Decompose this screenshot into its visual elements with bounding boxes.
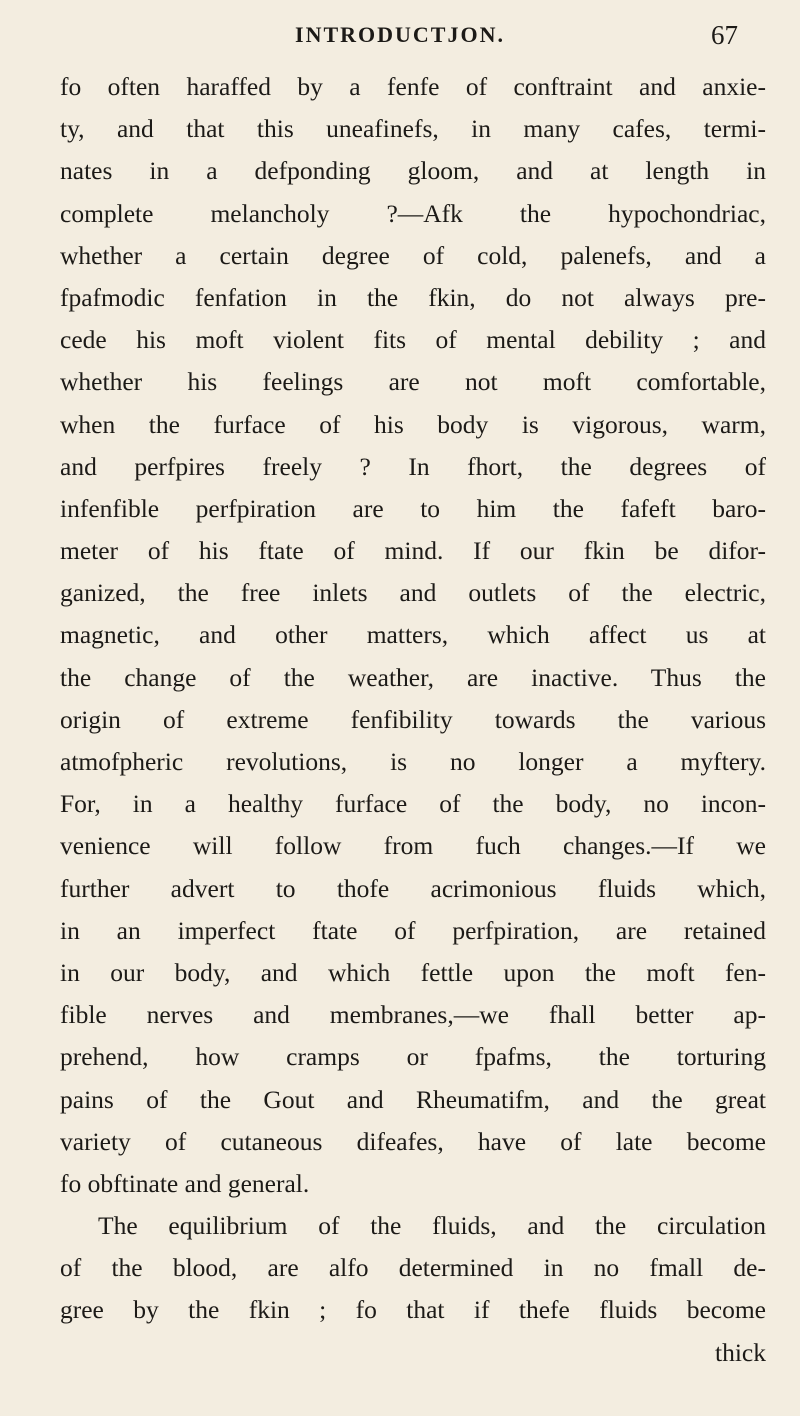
text-line: in an imperfect ftate of perfpiration, are retained — [60, 915, 766, 945]
body-text — [60, 66, 766, 1374]
text-line: when the furface of his body is vigorous, warm, — [60, 409, 766, 439]
page-number: 67 — [711, 20, 738, 50]
text-line: meter of his ftate of mind. If our fkin be difor- — [60, 536, 766, 566]
text-line: variety of cutaneous difeafes, have of late become — [60, 1126, 766, 1156]
paragraph-end-line: fo obftinate and general. — [60, 1168, 310, 1198]
text-line: whether a certain degree of cold, palenefs, and a — [60, 240, 766, 270]
paragraph-start-line: The equilibrium of the fluids, and the circulation — [98, 1211, 766, 1241]
text-line: ganized, the free inlets and outlets of the electric, — [60, 578, 766, 608]
text-line: of the blood, are alfo determined in no fmall de- — [60, 1253, 766, 1283]
text-line: venience will follow from fuch changes.—If we — [60, 831, 766, 861]
text-line: fpafmodic fenfation in the fkin, do not always pre- — [60, 282, 766, 312]
text-line: nates in a defponding gloom, and at length in — [60, 156, 766, 186]
text-line: pains of the Gout and Rheumatifm, and the great — [60, 1084, 766, 1114]
text-line: fo often haraffed by a fenfe of conftraint and anxie- — [60, 72, 766, 101]
text-line: For, in a healthy furface of the body, no incon- — [60, 789, 766, 819]
text-line: prehend, how cramps or fpafms, the torturing — [60, 1042, 766, 1072]
running-title: INTRODUCTJON. — [295, 22, 505, 47]
text-line: and perfpires freely ? In fhort, the degrees of — [60, 451, 766, 481]
text-line: complete melancholy ?—Afk the hypochondriac, — [60, 198, 766, 228]
text-line: ty, and that this uneafinefs, in many cafes, termi- — [60, 114, 766, 144]
text-line: magnetic, and other matters, which affect us at — [60, 620, 766, 650]
running-head — [0, 22, 800, 56]
text-line: infenfible perfpiration are to him the fafeft baro- — [60, 493, 766, 523]
text-line: origin of extreme fenfibility towards the various — [60, 704, 766, 734]
text-line: atmofpheric revolutions, is no longer a myftery. — [60, 747, 766, 776]
catchword: thick — [715, 1337, 766, 1367]
text-line: in our body, and which fettle upon the moft fen- — [60, 957, 766, 987]
text-line: cede his moft violent fits of mental debility ; and — [60, 325, 766, 355]
text-line: whether his feelings are not moft comfortable, — [60, 367, 766, 397]
text-line: the change of the weather, are inactive. Thus the — [60, 662, 766, 692]
text-line: gree by the fkin ; fo that if thefe fluids become — [60, 1295, 766, 1325]
text-line: further advert to thofe acrimonious fluids which, — [60, 873, 766, 903]
text-line: fible nerves and membranes,—we fhall better ap- — [60, 1000, 766, 1030]
